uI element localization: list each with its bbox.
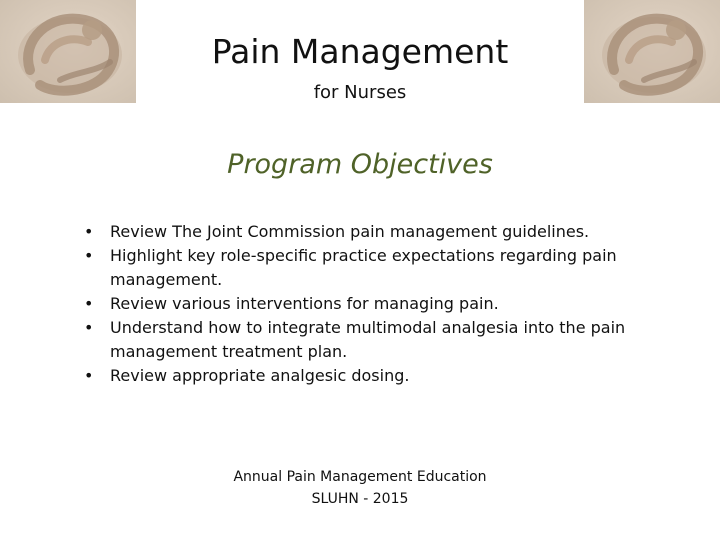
slide-footer <box>150 466 570 510</box>
objective-item <box>84 316 644 364</box>
bullet-icon: • <box>84 246 94 265</box>
bullet-icon: • <box>84 222 94 241</box>
objectives-heading: Program Objectives <box>227 149 493 180</box>
objective-text: Highlight key role-specific practice expectations regarding pain management. <box>110 246 617 289</box>
objective-item <box>84 220 644 244</box>
slide-subtitle: for Nurses <box>313 82 407 103</box>
footer-line-event: Annual Pain Management Education <box>233 469 487 485</box>
footer-line-org: SLUHN - 2015 <box>311 491 409 507</box>
objective-text: Review The Joint Commission pain management guidelines. <box>110 222 590 241</box>
objective-item <box>84 244 644 292</box>
objective-item <box>84 364 644 388</box>
bullet-icon: • <box>84 294 94 313</box>
objective-item <box>84 292 644 316</box>
objectives-list <box>84 220 644 388</box>
bullet-icon: • <box>84 318 94 337</box>
slide-title: Pain Management <box>211 32 509 71</box>
objective-text: Understand how to integrate multimodal analgesia into the pain management treatment plan. <box>110 318 626 361</box>
curled-figure-image-left <box>0 0 136 103</box>
objective-text: Review appropriate analgesic dosing. <box>110 366 410 385</box>
objective-text: Review various interventions for managing pain. <box>110 294 499 313</box>
bullet-icon: • <box>84 366 94 385</box>
curled-figure-image-right <box>584 0 720 103</box>
